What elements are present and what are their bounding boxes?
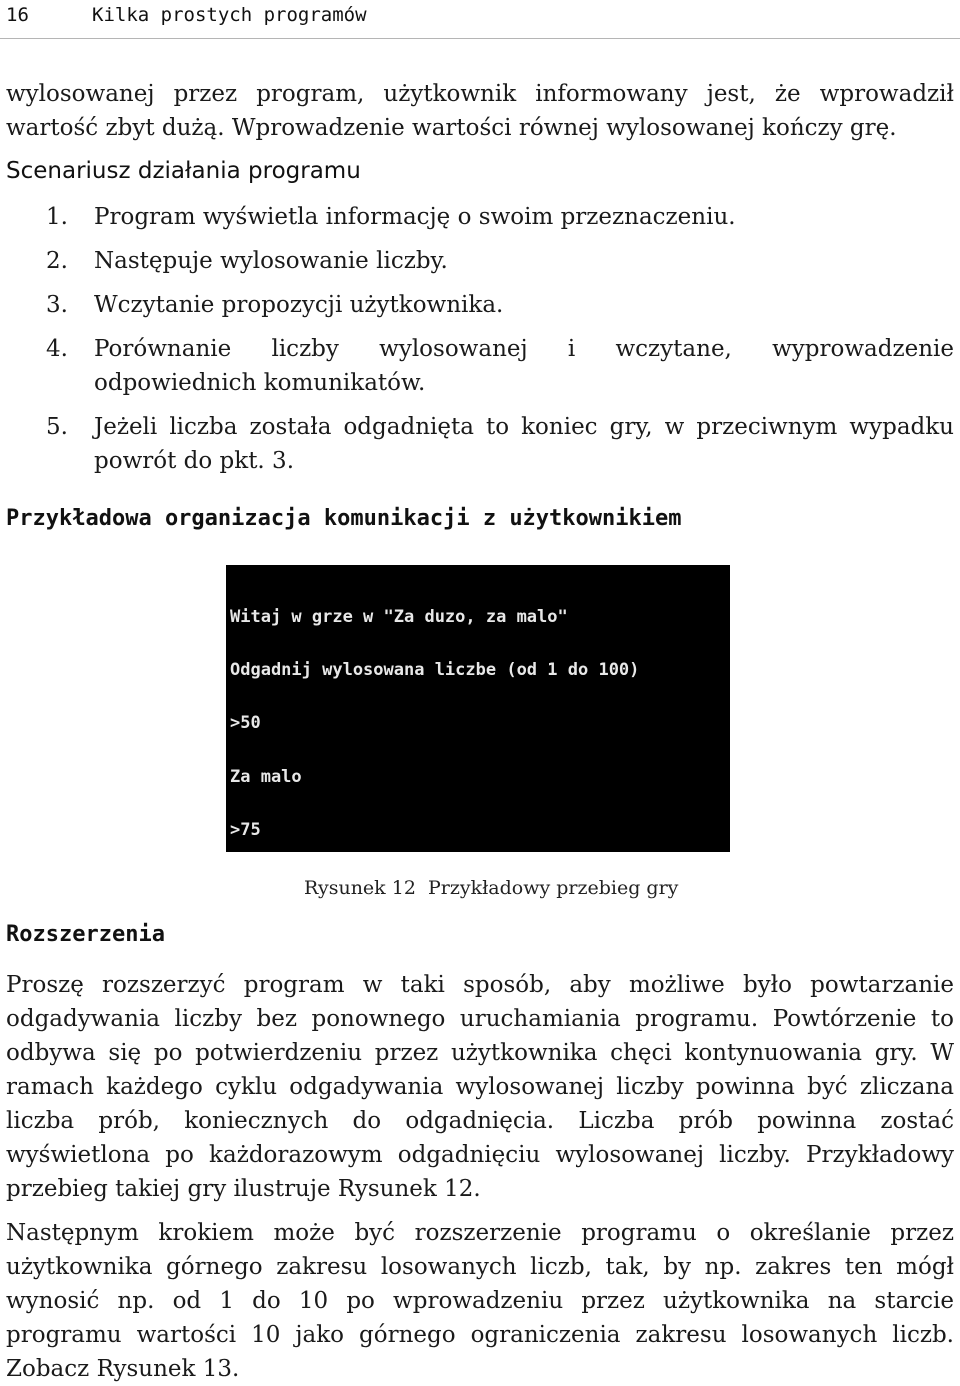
page-number: 16 <box>6 4 29 26</box>
console-line: >50 <box>230 713 261 734</box>
console-line: Odgadnij wylosowana liczbe (od 1 do 100) <box>230 659 640 680</box>
step-number: 4. <box>46 336 68 362</box>
list-item <box>0 200 954 234</box>
extensions-heading: Rozszerzenia <box>6 922 165 947</box>
step-number: 3. <box>46 292 68 318</box>
page-header <box>0 0 960 36</box>
console-line: Za malo <box>230 766 302 787</box>
list-item <box>0 332 954 400</box>
step-text: Wczytanie propozycji użytkownika. <box>94 292 504 318</box>
console-line: >75 <box>230 820 261 841</box>
step-text: Porównanie liczby wylosowanej i wczytane, wyprowadzenie odpowiednich komunikatów. <box>94 336 954 396</box>
intro-paragraph: wylosowanej przez program, użytkownik informowany jest, że wprowadził wartość zbyt dużą. Wprowadzenie wartości równej wylosowanej kończy grę. <box>6 81 954 141</box>
scenario-heading: Scenariusz działania programu <box>6 158 361 184</box>
extensions-paragraph-1: Proszę rozszerzyć program w taki sposób, aby możliwe było powtarzanie odgadywania liczby bez ponownego uruchamiania programu. Powtórzenie to odbywa się po potwierdzeniu przez użytkownika chęci kontynuowania gry. W ramach każdego cyklu odgadywania wylosowanej liczby powinna być zliczana liczba prób, koniecznych do odgadnięcia. Liczba prób powinna zostać wyświetlona po każdorazowym odgadnięciu wylosowanej liczby. Przykładowy przebieg takiej gry ilustruje Rysunek 12. <box>6 972 954 1202</box>
list-item <box>0 244 954 278</box>
header-rule <box>0 38 960 39</box>
scenario-steps-list <box>0 200 954 488</box>
console-line: Witaj w grze w "Za duzo, za malo" <box>230 606 568 627</box>
example-heading: Przykładowa organizacja komunikacji z użytkownikiem <box>6 506 682 531</box>
figure-caption: Rysunek 12 Przykładowy przebieg gry <box>304 877 679 899</box>
list-item <box>0 410 954 478</box>
list-item <box>0 288 954 322</box>
step-number: 2. <box>46 248 68 274</box>
step-number: 1. <box>46 204 68 230</box>
console-screenshot <box>226 565 730 852</box>
step-text: Program wyświetla informację o swoim przeznaczeniu. <box>94 204 736 230</box>
step-number: 5. <box>46 414 68 440</box>
extensions-paragraph-2: Następnym krokiem może być rozszerzenie programu o określanie przez użytkownika górnego zakresu losowanych liczb, tak, by np. zakres ten mógł wynosić np. od 1 do 10 po wprowadzeniu przez użytkownika na starcie programu wartości 10 jako górnego ograniczenia zakresu losowanych liczb. Zobacz Rysunek 13. <box>6 1220 954 1382</box>
chapter-title: Kilka prostych programów <box>92 4 367 26</box>
step-text: Jeżeli liczba została odgadnięta to koniec gry, w przeciwnym wypadku powrót do pkt. 3. <box>94 414 954 474</box>
step-text: Następuje wylosowanie liczby. <box>94 248 448 274</box>
